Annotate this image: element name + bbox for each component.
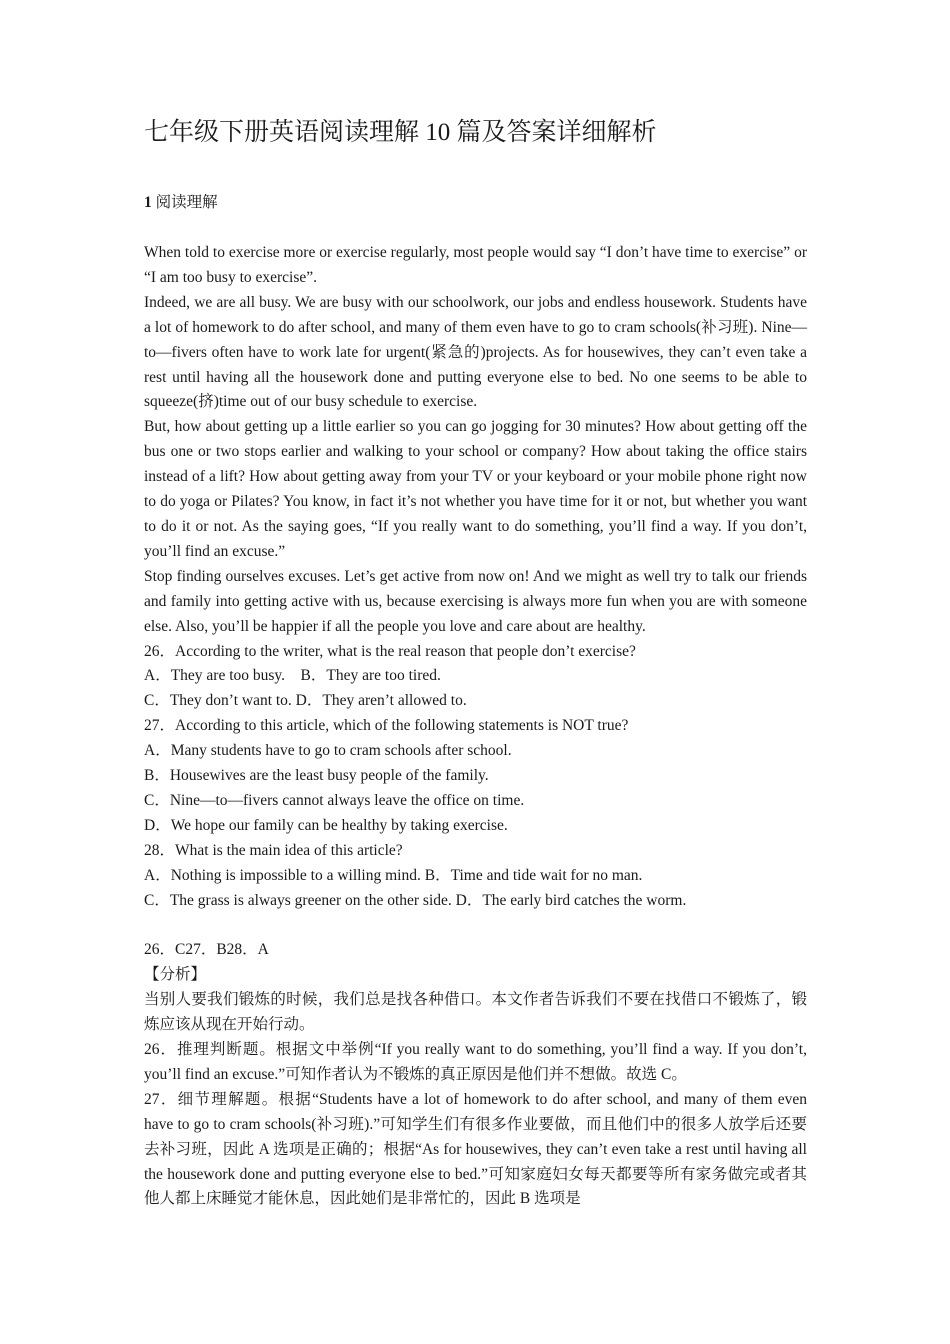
analysis-heading: 【分析】 — [144, 966, 207, 984]
option-line: C．The grass is always greener on the other side. D．The early bird catches the worm. — [144, 891, 687, 909]
analysis-paragraph: 27．细节理解题。根据“Students have a lot of homework to do after school, and many of them even have to go to cram schools(补习班).”可知学生们有很多作业要做，而且他们中的很多人放学后还要去补习班，因此 A 选项是正确的；根据“As for housewives, they can’t even take a rest until having all the housework done and putting everyone else to bed.”可知家庭妇女每天都要等所有家务做完或者其他人都上床睡觉才能休息，因此她们是非常忙的，因此 B 选项是 — [144, 1090, 807, 1208]
document-title: 七年级下册英语阅读理解 10 篇及答案详细解析 — [144, 119, 657, 146]
spacer — [144, 913, 807, 938]
option-line: A．They are too busy. B．They are too tired. — [144, 667, 441, 685]
question-line: 28．What is the main idea of this article? — [144, 841, 403, 859]
option-line: C．They don’t want to. D．They aren’t allowed to. — [144, 692, 467, 710]
answer-key: 26．C27．B28．A — [144, 941, 269, 959]
passage-paragraph: Indeed, we are all busy. We are busy with our schoolwork, our jobs and endless housework. Students have a lot of homework to do after school, and many of them even have to go to cram schools(补习班). Nine—to—fivers often have to work late for urgent(紧急的)projects. As for housewives, they can’t even take a rest until having all the housework done and putting everyone else to bed. No one seems to be able to squeeze(挤)time out of our busy schedule to exercise. — [144, 293, 807, 411]
question-line: 26．According to the writer, what is the real reason that people don’t exercise? — [144, 642, 636, 660]
option-line: D．We hope our family can be healthy by taking exercise. — [144, 816, 508, 834]
passage-paragraph: Stop finding ourselves excuses. Let’s get active from now on! And we might as well try to talk our friends and family into getting active with us, because exercising is always more fun when you are with someone else. Also, you’ll be happier if all the people you love and care about are healthy. — [144, 567, 807, 635]
question-line: 27．According to this article, which of the following statements is NOT true? — [144, 717, 629, 735]
section-heading — [144, 191, 218, 215]
option-line: A．Nothing is impossible to a willing mind. B．Time and tide wait for no man. — [144, 866, 643, 884]
document-body — [144, 241, 807, 1212]
section-number: 1 — [144, 194, 152, 211]
passage-paragraph: But, how about getting up a little earlier so you can go jogging for 30 minutes? How about getting off the bus one or two stops earlier and walking to your school or company? How about taking the office stairs instead of a lift? How about getting away from your TV or your keyboard or your mobile phone right now to do yoga or Pilates? You know, in fact it’s not whether you have time for it or not, but whether you want to do it or not. As the saying goes, “If you really want to do something, you’ll find a way. If you don’t, you’ll find an excuse.” — [144, 418, 807, 560]
option-line: A．Many students have to go to cram schools after school. — [144, 742, 512, 760]
option-line: B．Housewives are the least busy people of the family. — [144, 767, 489, 785]
option-line: C．Nine—to—fivers cannot always leave the office on time. — [144, 791, 525, 809]
analysis-paragraph: 26．推理判断题。根据文中举例“If you really want to do something, you’ll find a way. If you don’t, you’ll find an excuse.”可知作者认为不锻炼的真正原因是他们并不想做。故选 C。 — [144, 1040, 807, 1083]
section-title: 阅读理解 — [155, 194, 218, 211]
analysis-paragraph: 当别人要我们锻炼的时候，我们总是找各种借口。本文作者告诉我们不要在找借口不锻炼了，锻炼应该从现在开始行动。 — [144, 991, 807, 1034]
passage-paragraph: When told to exercise more or exercise regularly, most people would say “I don’t have time to exercise” or “I am too busy to exercise”. — [144, 244, 807, 286]
